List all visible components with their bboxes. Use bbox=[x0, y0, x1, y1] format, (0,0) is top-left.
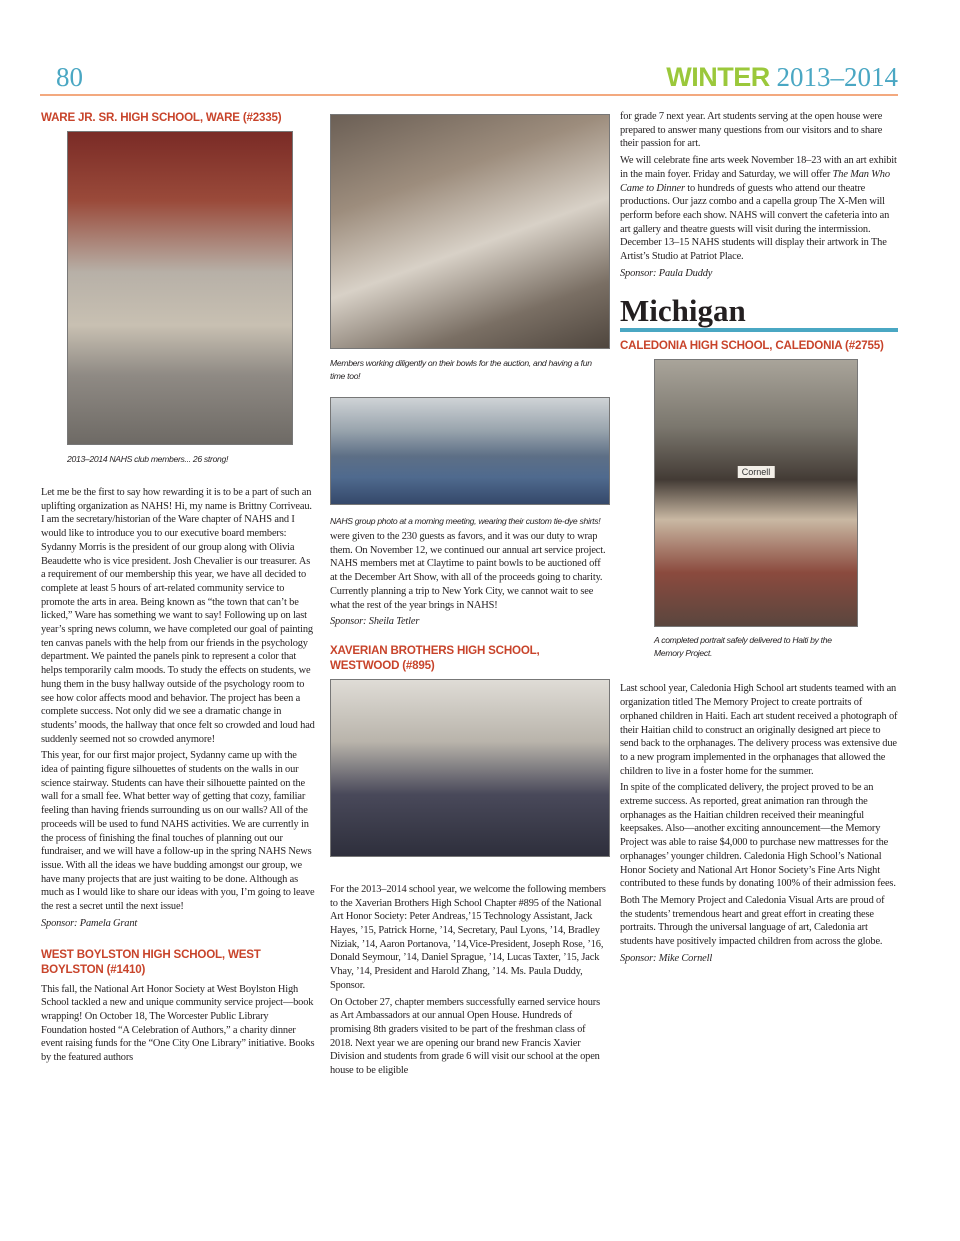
page-number: 80 bbox=[56, 62, 83, 92]
bowls-photo-caption: Members working diligently on their bowls for the auction, and having a fun time too! bbox=[330, 358, 592, 381]
bowls-photo bbox=[330, 114, 610, 349]
west-boylston-paragraph-1: This fall, the National Art Honor Society at West Boylston High School tackled a new and unique community service project—book wrapping! On October 18, The Worcester Public Library Foundation hosted “A Celebration of Authors,” a charity dinner event raising funds for the “One City One Library” initiative. Books by the featured authors bbox=[41, 983, 315, 1064]
xaverian-paragraph-4-end: to hundreds of guests who attend our theatre productions. Our jazz combo and a capella group The X-Men will perform before each show. NAHS will convert the cafeteria into an art gallery and theatre guests will visit during the intermission. December 13–15 NAHS students will display their artwork in The Artist’s Studio at Patriot Place. bbox=[620, 182, 890, 263]
xaverian-paragraph-2: On October 27, chapter members successfully earned service hours as Art Ambassadors at our annual Open House. Hundreds of promising 8th graders visited to be part of the freshman class of 2018. Next year we are opening our brand new Francis Xavier Division and students from grade 6 will visit our school at the open house to be eligible bbox=[330, 996, 600, 1077]
portrait-caption: A completed portrait safely delivered to Haiti by the Memory Project. bbox=[654, 635, 832, 659]
xaverian-paragraph-3: for grade 7 next year. Art students serving at the open house were prepared to answer many questions from our visitors and to share their passion for art. bbox=[620, 111, 883, 150]
ware-sponsor: Sponsor: Pamela Grant bbox=[41, 917, 138, 929]
west-boylston-paragraph-2: were given to the 230 guests as favors, and it was our duty to wrap them. On November 12, we continued our annual art service project. NAHS members met at Claytime to paint bowls to be auctioned off at the December Art Show, with all of the proceeds going to charity. Currently planning a trip to New York City, we cannot wait to see what the rest of the year brings in NAHS! bbox=[330, 531, 606, 611]
issue-years: 2013–2014 bbox=[776, 62, 898, 92]
caledonia-paragraph-1: Last school year, Caledonia High School art students teamed with an organization titled The Memory Project to create portraits of orphaned children in Haiti. Each art student received a photograph of their Haitian child to construct an originally designed art piece to send back to the orphanages. The delivery process was extensive due to a new program implemented in the orphanages that allowed the children to live in a foster home for the summer. bbox=[620, 683, 898, 777]
west-boylston-sponsor: Sponsor: Sheila Tetler bbox=[330, 616, 420, 628]
column-left bbox=[41, 110, 315, 1068]
xaverian-members-photo bbox=[330, 679, 610, 857]
caledonia-sponsor: Sponsor: Mike Cornell bbox=[620, 952, 713, 964]
caledonia-paragraph-2: In spite of the complicated delivery, the project proved to be an extreme success. As reported, great animation ran through the orphanages as the Haitian children received their meaningful keepsakes. Also—another exciting announcement—the Memory Project was able to raise $4,000 to purchase new mattresses for the orphanages’ younger children. Caledonia High School’s National Honor Society and National Art Honor Society’s Fine Arts Night contributed to these funds by donating 100% of their admission fees. bbox=[620, 782, 896, 890]
school-heading-caledonia: CALEDONIA HIGH SCHOOL, CALEDONIA (#2755) bbox=[620, 339, 884, 353]
school-heading-ware: WARE JR. SR. HIGH SCHOOL, WARE (#2335) bbox=[41, 111, 282, 124]
column-right bbox=[620, 110, 898, 978]
caledonia-paragraph-3: Both The Memory Project and Caledonia Visual Arts are proud of the students’ tremendous heart and great effort in creating these portraits. Through the universal language of art, Caledonia art students have positively impacted children from across the globe. bbox=[620, 894, 885, 948]
header-rule bbox=[40, 94, 898, 96]
issue-season: WINTER bbox=[666, 62, 770, 92]
state-heading-michigan: Michigan bbox=[620, 294, 898, 332]
tie-dye-photo-caption: NAHS group photo at a morning meeting, wearing their custom tie-dye shirts! bbox=[330, 516, 601, 526]
xaverian-paragraph-1: For the 2013–2014 school year, we welcome the following members to the Xaverian Brothers High School Chapter #895 of the National Art Honor Society: Peter Andreas,’15 Technology Assistant, Jack Hayes, ’15, Patrick Horne, ’14, Secretary, Paul Lyons, ’14, Bradley Niziak, ’14, Aaron Portanova, ’14,Vice-President, Joseph Rose, ’16, Donald Seymour, ’14, Daniel Sprague, ’14, Lucas Taxter, ’15, Jack Vhay, ’14, President and Harold Zhang, ’14. Ms. Paula Duddy, Sponsor. bbox=[330, 883, 606, 991]
ware-paragraph-2: This year, for our first major project, Sydanny came up with the idea of painting figure silhouettes of students on the walls in our science stairway. Students can have their silhouette painted on the wall for a small fee. What better way of getting that cozy, familiar feeling than having friends surrounding us on our walls? All of the proceeds will be used to fund NAHS activities. We are currently in the process of finishing the final touches of planning out our fundraiser, and we will have a follow-up in the spring NAHS News issue. With all the ideas we have budding amongst our group, we have many projects that are just waiting to be done. Although as much as I would like to share our ideas with you, I’m going to leave the rest a secret until the next issue! bbox=[41, 750, 315, 913]
play-title: The Man Who Came to Dinner bbox=[620, 168, 890, 194]
xaverian-paragraph-4 bbox=[620, 154, 898, 264]
ware-club-photo bbox=[67, 131, 293, 445]
xaverian-sponsor: Sponsor: Paula Duddy bbox=[620, 267, 713, 279]
ware-paragraph-1: Let me be the first to say how rewarding it is to be a part of such an uplifting organization as NAHS! Hi, my name is Brittny Corriveau. I am the secretary/historian of the Ware chapter of NAHS and I would like to introduce you to our executive board members: Sydanny Morris is the president of our group along with Olivia Beaudette who is vice president. Josh Chevalier is our treasurer. As a requirement of our membership this year, we have all decided to complete at least 5 hours of art-related community service to promote the arts in area. Being known as “the town that can’t be licked,” Ware has something we want to say! Following up on last year’s spring news column, we have completed our goal of painting ten canvas panels with the help from our friends in the psychology department. We painted the panels pink to represent a color that helps temporarily calm moods. To study the effects on students, we hung them in the busy hallway outside of the psychology room to see how color affects mood and behavior. The project has been a complete success. Not only did we see a dramatic change in students’ moods, the hallway that once felt so crowded and loud had suddenly seemed not so crowded anymore! bbox=[41, 487, 315, 745]
ware-photo-caption: 2013–2014 NAHS club members... 26 strong! bbox=[67, 454, 229, 464]
xaverian-paragraph-4-start: We will celebrate fine arts week November 18–23 with an art exhibit in the main foyer. Friday and Saturday, we will offer bbox=[620, 155, 897, 180]
tie-dye-group-photo bbox=[330, 397, 610, 505]
issue-title bbox=[666, 62, 898, 93]
haiti-portrait-photo bbox=[654, 359, 858, 627]
portrait-name-tag: Cornell bbox=[738, 466, 775, 478]
column-middle bbox=[330, 114, 608, 1081]
school-heading-xaverian: XAVERIAN BROTHERS HIGH SCHOOL, WESTWOOD (#895) bbox=[330, 643, 540, 672]
school-heading-west-boylston: WEST BOYLSTON HIGH SCHOOL, WEST BOYLSTON (#1410) bbox=[41, 947, 261, 976]
